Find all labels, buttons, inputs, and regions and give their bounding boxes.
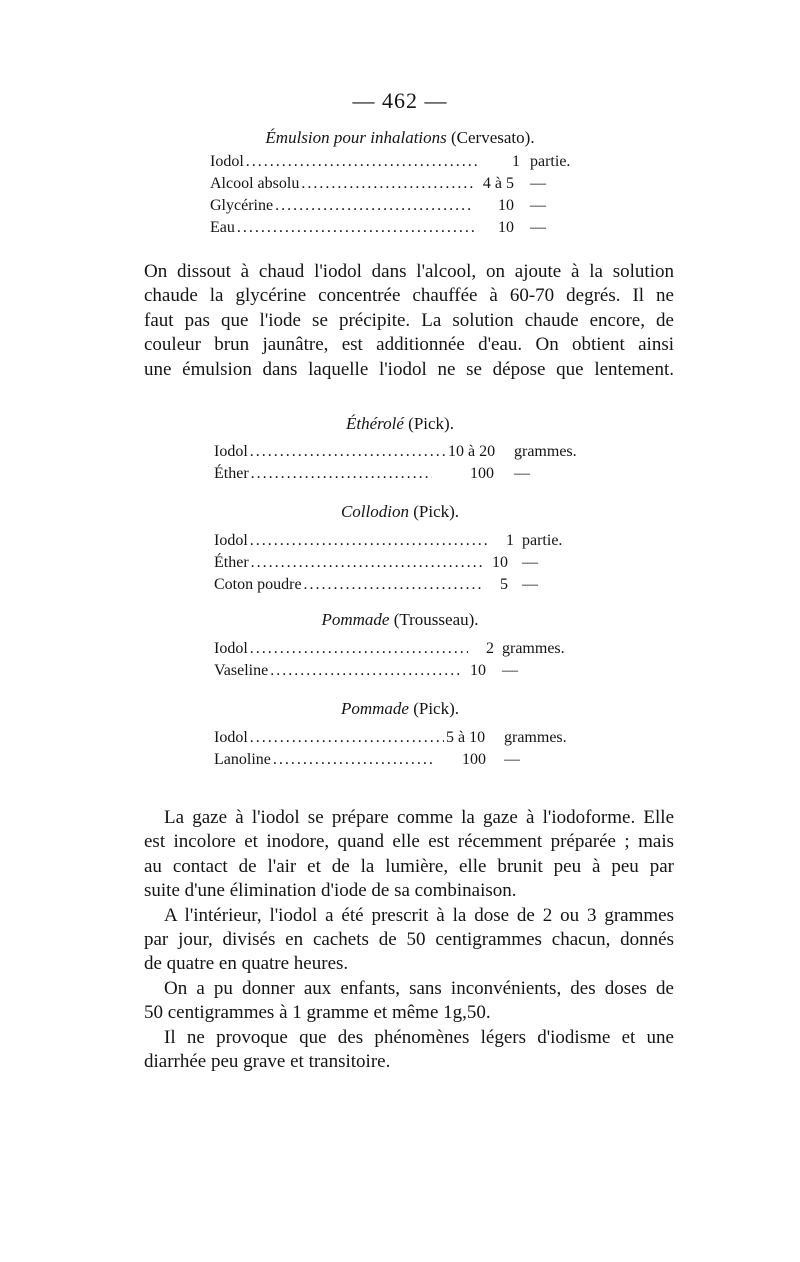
ingredient-row bbox=[214, 465, 594, 487]
ingredient-unit: partie. bbox=[530, 153, 571, 170]
ingredient-row bbox=[214, 662, 584, 684]
ingredient-row bbox=[214, 576, 586, 598]
paragraph-line: La gaze à l'iodol se prépare comme la gaze à l'iodoforme. Elle bbox=[164, 807, 674, 828]
paragraph-line: A l'intérieur, l'iodol a été prescrit à la dose de 2 ou 3 grammes bbox=[164, 904, 674, 926]
paragraph-line: couleur brun jaunâtre, est additionnée d'eau. On obtient ainsi bbox=[144, 334, 674, 356]
paragraph-line: est incolore et inodore, quand elle est récemment préparée ; mais bbox=[144, 831, 674, 853]
paragraph-line: une émulsion dans laquelle l'iodol ne se dépose que lentement. bbox=[144, 358, 674, 380]
ingredient-row bbox=[210, 153, 590, 175]
recipe-ingredients bbox=[210, 153, 590, 241]
ingredient-quantity: 1 bbox=[512, 153, 520, 170]
ingredient-name: Iodol bbox=[210, 153, 244, 170]
ingredient-quantity: 100 bbox=[462, 751, 486, 768]
ingredient-unit: grammes. bbox=[514, 443, 577, 460]
ingredient-name: Iodol bbox=[214, 640, 248, 657]
paragraph-line: suite d'une élimination d'iode de sa combinaison. bbox=[144, 880, 517, 902]
body-text bbox=[144, 806, 674, 1074]
ingredient-unit: grammes. bbox=[504, 729, 567, 746]
ingredient-name: Iodol bbox=[214, 729, 248, 746]
ingredient-quantity: 2 bbox=[486, 640, 494, 657]
ingredient-row bbox=[214, 554, 586, 576]
ingredient-quantity: 10 à 20 bbox=[448, 443, 496, 460]
recipe-title bbox=[0, 502, 800, 522]
recipe-title-author: (Pick). bbox=[413, 699, 460, 718]
paragraph-line: 50 centigrammes à 1 gramme et même 1g,50. bbox=[144, 1002, 491, 1024]
recipe-title bbox=[0, 610, 800, 630]
ingredient-unit: — bbox=[530, 197, 546, 214]
paragraph-line: On a pu donner aux enfants, sans inconvénients, des doses de bbox=[164, 977, 674, 999]
ingredient-row bbox=[210, 197, 590, 219]
paragraph-line: par jour, divisés en cachets de 50 centigrammes chacun, donnés bbox=[144, 929, 674, 951]
ingredient-unit: — bbox=[502, 662, 518, 679]
ingredient-quantity: 5 à 10 bbox=[446, 729, 486, 746]
ingredient-unit: — bbox=[514, 465, 530, 482]
recipe-title bbox=[0, 699, 800, 719]
ingredient-row bbox=[210, 175, 590, 197]
ingredient-name: Iodol bbox=[214, 443, 248, 460]
ingredient-name: Éther bbox=[214, 554, 249, 571]
ingredient-name: Coton poudre bbox=[214, 576, 302, 593]
paragraph-line: au contact de l'air et de la lumière, elle brunit peu à peu par bbox=[144, 855, 674, 877]
ingredient-quantity: 1 bbox=[506, 532, 514, 549]
ingredient-unit: partie. bbox=[522, 532, 563, 549]
page-number: — 462 — bbox=[352, 88, 448, 113]
ingredient-row bbox=[214, 532, 586, 554]
ingredient-name: Glycérine bbox=[210, 197, 274, 214]
recipe-title-italic: Collodion bbox=[340, 502, 409, 521]
ingredient-quantity: 10 bbox=[492, 554, 508, 571]
ingredient-row bbox=[214, 640, 584, 662]
ingredient-quantity: 5 bbox=[500, 576, 508, 593]
paragraph-line: faut pas que l'iode se précipite. La solution chaude encore, de bbox=[144, 309, 674, 331]
ingredient-unit: — bbox=[522, 576, 538, 593]
recipe-title bbox=[0, 128, 800, 148]
ingredient-name: Lanoline bbox=[214, 751, 271, 768]
ingredient-unit: — bbox=[522, 554, 538, 571]
ingredient-row bbox=[214, 751, 586, 773]
ingredient-quantity: 100 bbox=[470, 465, 494, 482]
recipe-ingredients bbox=[214, 640, 584, 684]
ingredient-name: Eau bbox=[210, 219, 235, 236]
ingredient-row bbox=[214, 443, 594, 465]
recipe-title-author: (Pick). bbox=[413, 502, 460, 521]
recipe-title-italic: Pommade bbox=[321, 610, 390, 629]
paragraph-line: de quatre en quatre heures. bbox=[144, 953, 349, 975]
ingredient-name: Alcool absolu bbox=[210, 175, 300, 192]
recipe-title-italic: Émulsion pour inhalations bbox=[265, 128, 447, 147]
ingredient-name: Éther bbox=[214, 465, 249, 482]
ingredient-quantity: 10 bbox=[498, 219, 514, 236]
paragraph-line: diarrhée peu grave et transitoire. bbox=[144, 1051, 391, 1073]
ingredient-name: Iodol bbox=[214, 532, 248, 549]
body-paragraph bbox=[144, 260, 674, 382]
ingredient-row bbox=[214, 729, 586, 751]
recipe-ingredients bbox=[214, 729, 586, 773]
recipe-title-author: (Trousseau). bbox=[393, 610, 479, 629]
recipe-title-author: (Pick). bbox=[408, 414, 454, 433]
ingredient-unit: — bbox=[504, 751, 520, 768]
ingredient-unit: — bbox=[530, 219, 546, 236]
ingredient-name: Vaseline bbox=[214, 662, 269, 679]
ingredient-row bbox=[210, 219, 590, 241]
recipe-title-author: (Cervesato). bbox=[451, 128, 535, 147]
ingredient-unit: grammes. bbox=[502, 640, 565, 657]
ingredient-unit: — bbox=[530, 175, 546, 192]
ingredient-quantity: 10 bbox=[498, 197, 514, 214]
ingredient-quantity: 10 bbox=[470, 662, 486, 679]
recipe-ingredients bbox=[214, 443, 594, 487]
paragraph-line: On dissout à chaud l'iodol dans l'alcool, on ajoute à la solution bbox=[144, 261, 674, 282]
recipe-title bbox=[0, 414, 800, 434]
paragraph-line: Il ne provoque que des phénomènes légers d'iodisme et une bbox=[164, 1026, 674, 1048]
recipe-title-italic: Éthérolé bbox=[346, 414, 404, 433]
ingredient-quantity: 4 à 5 bbox=[482, 175, 514, 192]
recipe-title-italic: Pommade bbox=[340, 699, 409, 718]
recipe-ingredients bbox=[214, 532, 586, 598]
paragraph-line: chaude la glycérine concentrée chauffée à 60-70 degrés. Il ne bbox=[144, 285, 674, 307]
